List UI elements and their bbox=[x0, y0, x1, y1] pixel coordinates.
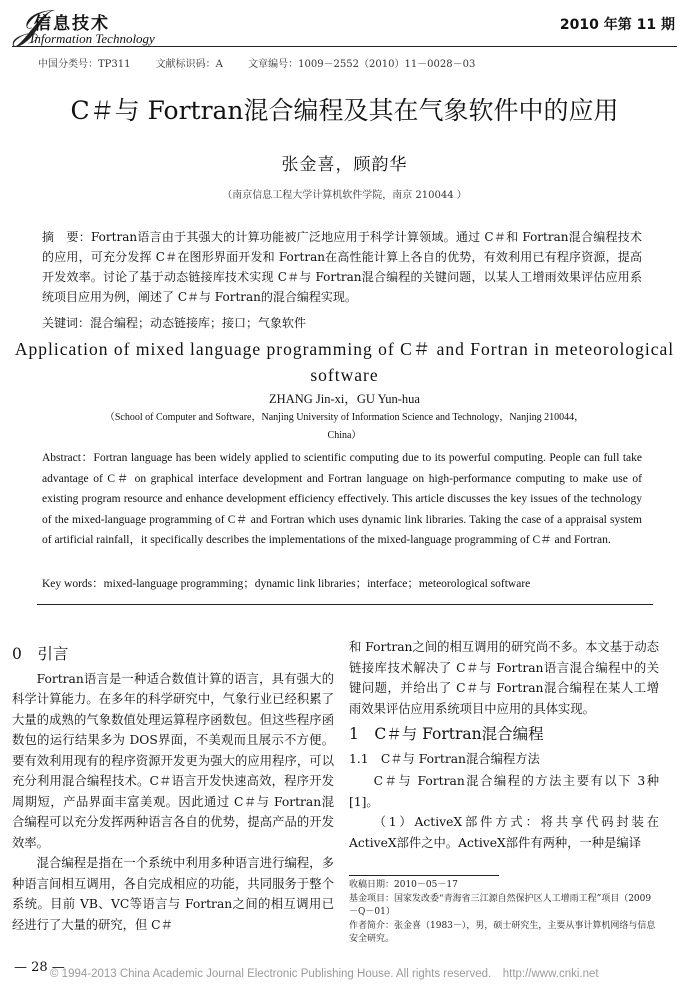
issue-label: 2010 年第 11 期 bbox=[559, 17, 675, 33]
received-date: 收稿日期：2010－05－17 bbox=[349, 880, 458, 890]
paper-title-en: Application of mixed language programming of C＃ and Fortran in meteorological software bbox=[14, 339, 675, 385]
section-heading-1: 1 C＃与 Fortran混合编程 bbox=[349, 725, 544, 743]
abstract-divider bbox=[37, 604, 653, 605]
footnote bbox=[349, 879, 659, 947]
keywords-en: Key words：mixed-language programming；dynamic link libraries；interface；meteorological software bbox=[42, 578, 531, 590]
article-number: 文章编号：1009－2552（2010）11－0028－03 bbox=[248, 59, 476, 70]
body-paragraph: 和 Fortran之间的相互调用的研究尚不多。本文基于动态链接库技术解决了 C＃与 Fortran语言混合编程中的关键问题，并给出了 C＃与 Fortran混合编程在某人工增雨效果评估应用系统项目中应用的具体实现。 bbox=[349, 640, 659, 716]
journal-name-cn: 信息技术 bbox=[34, 14, 110, 34]
paper-authors-en: ZHANG Jin-xi，GU Yun-hua bbox=[269, 392, 420, 406]
author-affiliation: （南京信息工程大学计算机软件学院，南京 210044 ） bbox=[222, 190, 467, 201]
body-paragraph: 混合编程是指在一个系统中利用多种语言进行编程，多种语言间相互调用，各自完成相应的功能，共同服务于整个系统。目前 VB、VC等语言与 Fortran之间的相互调用已经进行了大量的研究，但 C＃ bbox=[12, 856, 334, 932]
paper-authors: 张金喜，顾韵华 bbox=[281, 155, 408, 175]
body-paragraph: C＃与 Fortran混合编程的方法主要有以下 3种[1]。 bbox=[349, 774, 659, 809]
copyright-watermark: © 1994-2013 China Academic Journal Electronic Publishing House. All rights reserved. http://www.cnki.net bbox=[50, 968, 599, 980]
classification-line bbox=[38, 55, 497, 70]
keywords-cn: 关键词：混合编程；动态链接库；接口；气象软件 bbox=[42, 316, 307, 330]
body-paragraph: （1）ActiveX部件方式：将共享代码封装在 ActiveX部件之中。ActiveX部件有两种，一种是编译 bbox=[349, 815, 659, 850]
footnote-divider bbox=[349, 875, 499, 876]
right-column bbox=[349, 637, 659, 853]
author-affiliation-en: （School of Computer and Software，Nanjing University of Information Science and Technology，Nanjing 210044，China） bbox=[104, 412, 585, 441]
paper-title: C＃与 Fortran混合编程及其在气象软件中的应用 bbox=[70, 96, 619, 125]
journal-name-en: Information Technology bbox=[30, 31, 155, 46]
fund-project: 基金项目：国家发改委“青海省三江源自然保护区人工增雨工程”项目（2009－Q－01） bbox=[349, 893, 652, 917]
abstract-en: Abstract：Fortran language has been widely applied to scientific computing due to its powerful computing. People can full take advantage of C＃ on graphical interface development and Fortran language on high-performance computing to make use of existing program resource and enhance development efficiency effectively. This article discusses the key issues of the technology of the mixed-language programming of C＃ and Fortran which uses dynamic link libraries. Taking the case of a appraisal system of artificial rainfall，it specifically describes the implementations of the mixed-language programming of C＃ and Fortran. bbox=[42, 452, 642, 546]
journal-logo-swash: 𝒥 bbox=[14, 2, 42, 47]
left-column bbox=[12, 644, 334, 935]
subsection-heading-1-1: 1.1 C＃与 Fortran混合编程方法 bbox=[349, 751, 540, 766]
body-paragraph: Fortran语言是一种适合数值计算的语言，具有强大的科学计算能力。在多年的科学研究中，气象行业已经积累了大量的成熟的气象数值处理运算程序函数包。但这些程序函数包的运行结果多为 DOS界面，不美观而且展示不方便。要有效利用现有的程序资源开发更为强大的应用程序，可以充分利用混合编程技术。C＃语言开发快速高效，程序开发周期短，产品界面丰富美观。因此通过 C＃与 Fortran混合编程可以充分发挥两种语言各自的优势，提高产品的开发效率。 bbox=[12, 671, 334, 850]
section-heading-introduction: 0 引言 bbox=[12, 645, 69, 663]
page-number: — 28 — bbox=[14, 960, 65, 975]
header-divider bbox=[12, 46, 677, 47]
document-code: 文献标识码：A bbox=[155, 59, 223, 70]
author-bio: 作者简介：张金喜（1983－），男，硕士研究生，主要从事计算机网络与信息安全研究。 bbox=[349, 920, 656, 944]
abstract-cn: 摘 要：Fortran语言由于其强大的计算功能被广泛地应用于科学计算领域。通过 C＃和 Fortran混合编程技术的应用，可充分发挥 C＃在图形界面开发和 Fortran在高性能计算上各自的优势，有效利用已有程序资源，提高开发效率。讨论了基于动态链接库技术实现 C＃与 Fortran混合编程的关键问题，以某人工增雨效果评估应用系统项目应用为例，阐述了 C＃与 Fortran的混合编程实现。 bbox=[42, 230, 642, 304]
clc-number: 中国分类号：TP311 bbox=[38, 59, 131, 70]
